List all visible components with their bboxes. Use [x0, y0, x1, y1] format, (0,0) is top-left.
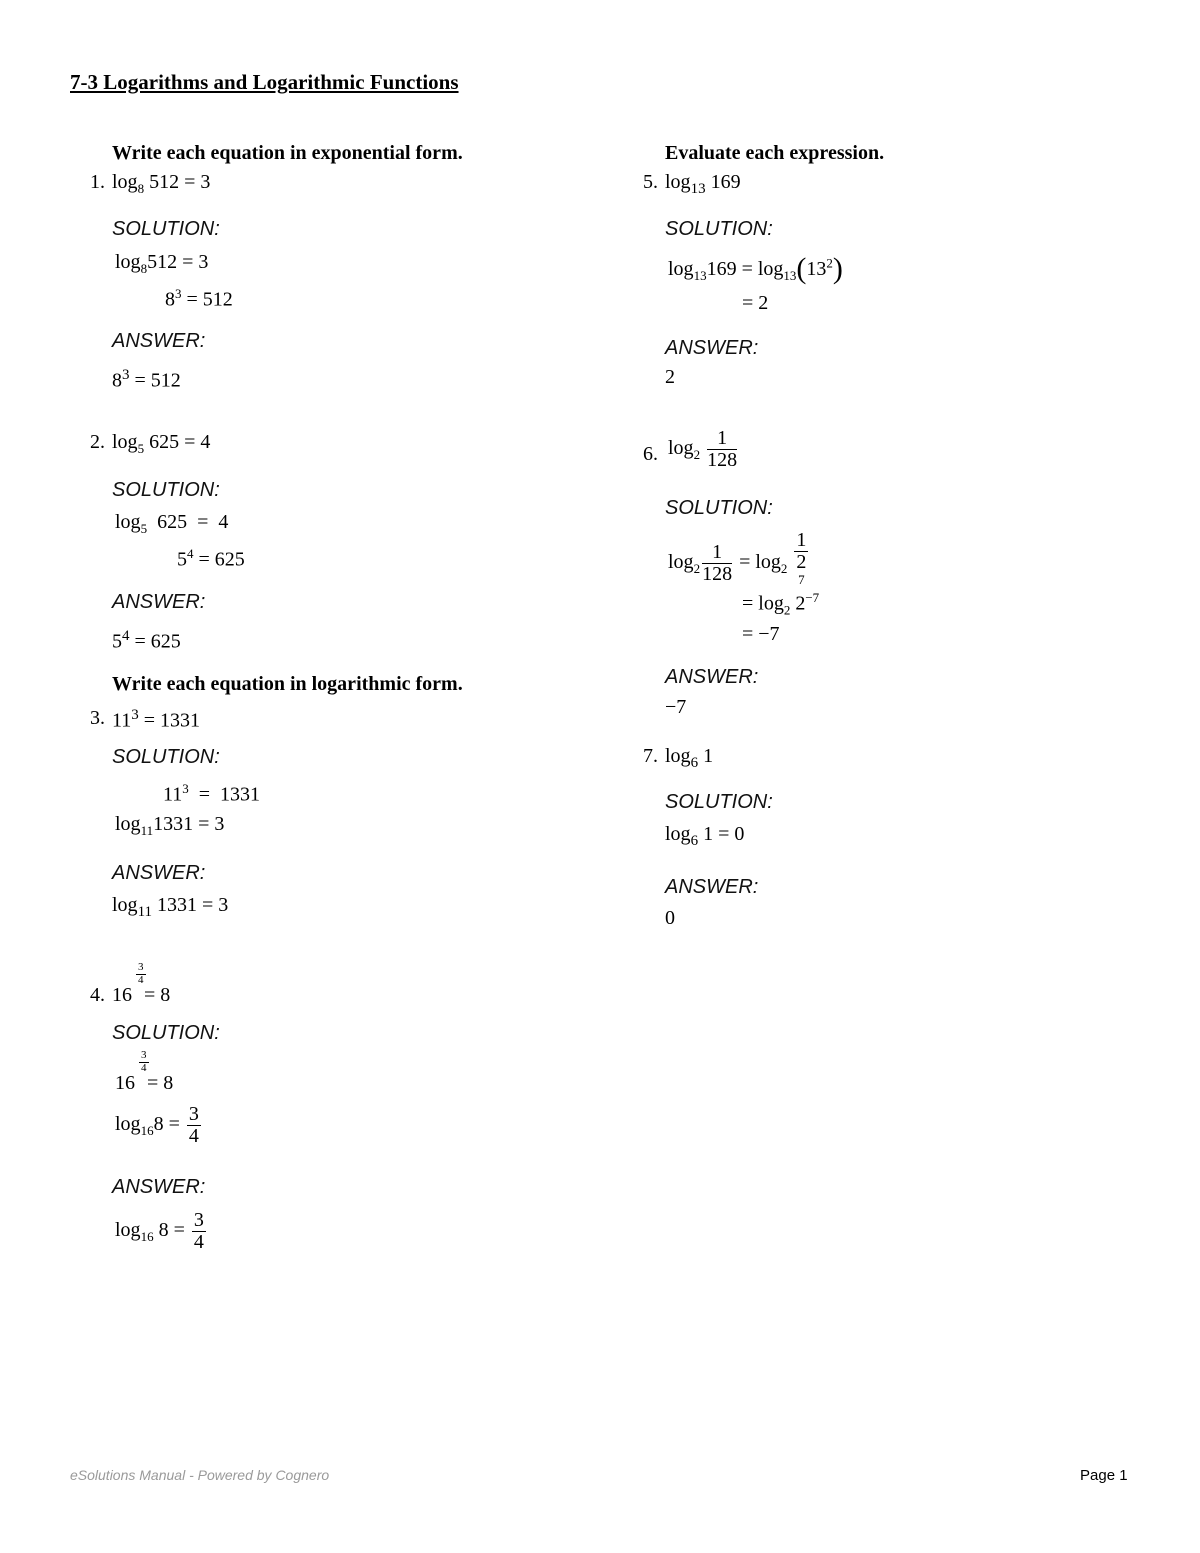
section-heading-evaluate: Evaluate each expression. [665, 142, 885, 164]
solution-line: $5^4 = 625$ [177, 546, 245, 571]
solution-label: SOLUTION: [112, 746, 220, 768]
problem-statement: $11^3 = 1331$ [112, 707, 201, 732]
answer-value: $\log_{16} 8$ = $\frac{3}{4}$ [115, 1209, 204, 1253]
answer-value: −7 [665, 696, 687, 718]
page-title: 7-3 Logarithms and Logarithmic Functions [70, 70, 459, 94]
footer-brand: eSolutions Manual - Powered by Cognero [70, 1467, 330, 1483]
problem-statement: $\log_2$ $\frac{1}{128}$ [668, 427, 738, 471]
solution-line: $\log_{13}169 = \log_{13}(13^2)$ [668, 252, 843, 285]
solution-line: $\log_{11}1331 = 3$ [115, 813, 225, 838]
solution-label: SOLUTION: [112, 218, 220, 240]
problem-statement: $\log_6 1$ [665, 745, 714, 771]
page-number: Page 1 [1080, 1467, 1128, 1484]
answer-label: ANSWER: [112, 591, 206, 613]
answer-value: $8^3 = 512$ [112, 367, 181, 392]
answer-label: ANSWER: [665, 876, 759, 898]
problem-number: 5. [643, 171, 658, 193]
section-heading-exponential: Write each equation in exponential form. [112, 142, 463, 164]
answer-value: 2 [665, 366, 675, 388]
answer-value: $5^4 = 625$ [112, 628, 181, 653]
solution-line: $\log_{16}8$ = $\frac{3}{4}$ [115, 1103, 199, 1147]
problem-number: 2. [90, 431, 105, 453]
solution-line: = 2 [742, 292, 769, 314]
problem-number: 4. [90, 984, 105, 1006]
answer-label: ANSWER: [665, 666, 759, 688]
problem-number: 6. [643, 443, 658, 465]
problem-number: 7. [643, 745, 658, 767]
solution-line: $\log_6 1 = 0$ [665, 823, 745, 849]
solution-line: = $\log_2 2^{-7}$ [742, 590, 820, 618]
solution-line: $11^3 = 1331$ [163, 781, 261, 806]
answer-label: ANSWER: [665, 337, 759, 359]
problem-statement: $\log_5 625 = 4$ [112, 431, 211, 456]
solution-label: SOLUTION: [665, 497, 773, 519]
solution-line: $8^3 = 512$ [165, 286, 233, 311]
solution-line: 16 $\frac{3}{4}$ = 8 [115, 1049, 174, 1094]
answer-label: ANSWER: [112, 1176, 206, 1198]
solution-label: SOLUTION: [665, 791, 773, 813]
answer-label: ANSWER: [112, 330, 206, 352]
solution-line: $\log_8512 = 3$ [115, 251, 209, 276]
problem-statement: 16 $\frac{3}{4}$ = 8 [112, 961, 171, 1006]
problem-number: 1. [90, 171, 105, 193]
problem-statement: $\log_8 512 = 3$ [112, 171, 211, 196]
solution-label: SOLUTION: [112, 1022, 220, 1044]
solution-line: = −7 [742, 623, 780, 645]
section-heading-logarithmic: Write each equation in logarithmic form. [112, 673, 463, 695]
answer-value: 0 [665, 907, 675, 929]
solution-label: SOLUTION: [112, 479, 220, 501]
answer-label: ANSWER: [112, 862, 206, 884]
problem-statement: $\log_{13} 169$ [665, 171, 741, 197]
problem-number: 3. [90, 707, 105, 729]
solution-label: SOLUTION: [665, 218, 773, 240]
answer-value: $\log_{11} 1331 = 3$ [112, 894, 229, 920]
solution-line: $\log_2$ $\frac{1}{128}$ = $\log_2$ 1 2 $^7$ [668, 529, 807, 587]
solution-line: $\log_5 625 = 4$ [115, 511, 229, 536]
